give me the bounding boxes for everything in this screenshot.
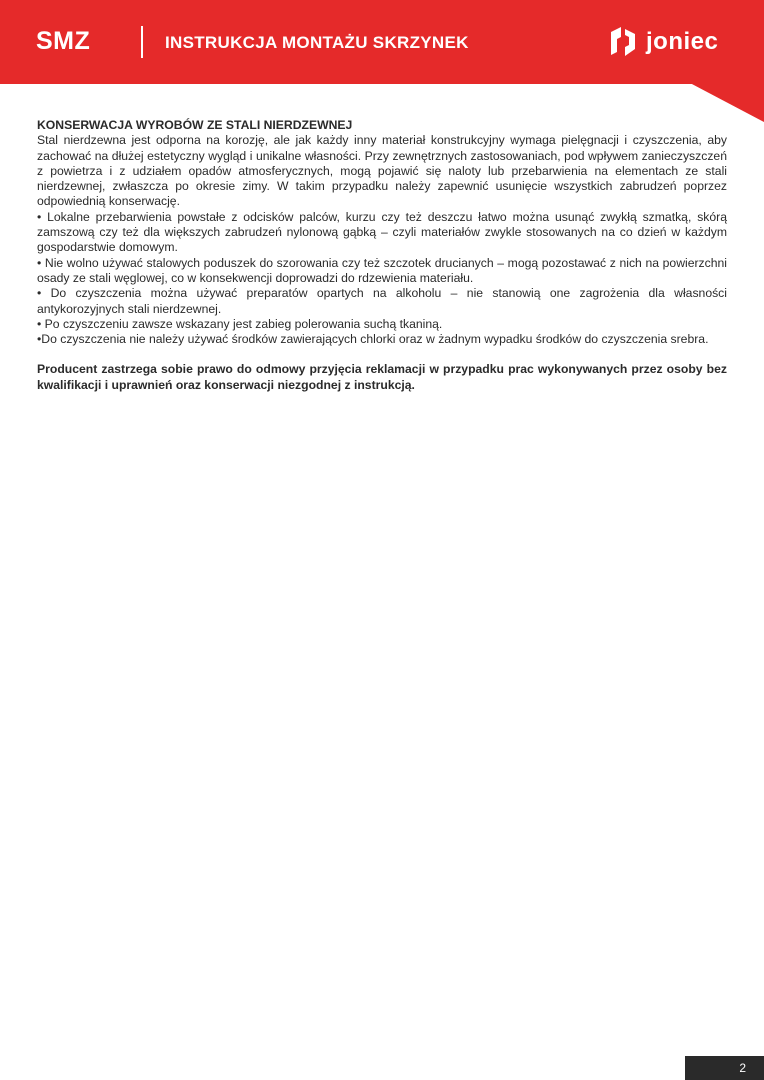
header-divider [141, 26, 143, 58]
list-item: •Do czyszczenia nie należy używać środków zawierających chlorki oraz w żadnym wypadku środków do czyszczenia srebra. [37, 332, 709, 347]
joniec-logo-icon [608, 25, 638, 59]
product-code: SMZ [36, 27, 91, 55]
intro-paragraph: Stal nierdzewna jest odporna na korozję, ale jak każdy inny materiał konstrukcyjny wymaga pielęgnacji i czyszczenia, aby zachować na dłużej estetyczny wygląd i unikalne własności. Przy zewnętrznych zastosowaniach, pod wpływem zanieczyszczeń z powietrza i z udziałem opadów atmosferycznych, mogą pojawić się naloty lub przebarwienia na elementach ze stali nierdzewnej, zwłaszcza po okresie zimy. W takim przypadku należy zapewnić usunięcie wszystkich zabrudzeń poprzez odpowiednią konserwację. [37, 133, 727, 209]
brand-name: joniec [646, 28, 719, 55]
brand-logo [608, 24, 718, 60]
list-item: • Po czyszczeniu zawsze wskazany jest zabieg polerowania suchą tkaniną. [37, 316, 443, 331]
section-heading: KONSERWACJA WYROBÓW ZE STALI NIERDZEWNEJ [37, 118, 353, 132]
list-item: • Do czyszczenia można używać preparatów opartych na alkoholu – nie stanowią one zagrożenia dla własności antykorozyjnych stali nierdzewnej. [37, 286, 727, 316]
header-corner-accent [0, 0, 764, 125]
document-title: INSTRUKCJA MONTAŻU SKRZYNEK [165, 33, 469, 52]
list-item: • Nie wolno używać stalowych poduszek do szorowania czy też szczotek drucianych – mogą pozostawać z nich na powierzchni osady ze stali węglowej, co w konsekwencji doprowadzi do rdzewienia materiału. [37, 255, 727, 285]
page-number: 2 [685, 1056, 764, 1080]
list-item: • Lokalne przebarwienia powstałe z odcisków palców, kurzu czy też deszczu łatwo można usunąć zwykłą szmatką, skórą zamszową czy też dla większych zabrudzeń nylonową gąbką – czyli materiałów zwykle stosowanych na co dzień w każdym gospodarstwie domowym. [37, 209, 727, 255]
document-body [37, 118, 727, 393]
warranty-notice: Producent zastrzega sobie prawo do odmowy przyjęcia reklamacji w przypadku prac wykonywanych przez osoby bez kwalifikacji i uprawnień oraz konserwacji niezgodnej z instrukcją. [37, 362, 727, 392]
